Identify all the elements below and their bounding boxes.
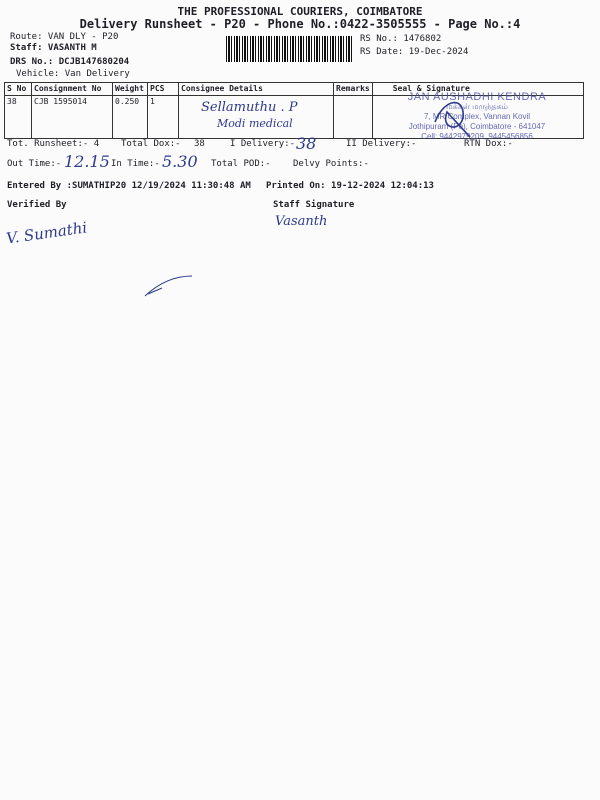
vehicle-label: Vehicle: Van Delivery	[16, 69, 130, 79]
staff-label: Staff: VASANTH M	[10, 43, 97, 53]
header-consignee: Consignee Details	[179, 83, 334, 96]
cell-weight: 0.250	[113, 96, 148, 139]
tot-runsheet: Tot. Runsheet:- 4	[7, 139, 100, 149]
total-dox-value: 38	[194, 139, 205, 149]
in-time-label: In Time:-	[111, 159, 160, 169]
stamp-tamil: மக்கள் மருந்தகம்	[446, 102, 508, 111]
header-consignment: Consignment No	[32, 83, 113, 96]
staff-signature-label: Staff Signature	[273, 200, 355, 210]
cell-pcs: 1	[148, 96, 179, 139]
pen-mark	[140, 270, 200, 300]
stamp-name: JAN AUSHADHI KENDRA	[407, 91, 547, 103]
seal-signature-scribble	[425, 92, 485, 142]
cell-remarks	[334, 96, 373, 139]
header-seal: Seal & Signature	[372, 83, 583, 96]
printed-on: Printed On: 19-12-2024 12:04:13	[266, 181, 434, 191]
cell-consignment: CJB 1595014	[32, 96, 113, 139]
header-sno: S No	[5, 83, 32, 96]
stamp-address-2: Jothipuram (Po), Coimbatore - 641047	[408, 122, 546, 131]
i-delivery-label: I Delivery:-	[230, 139, 296, 149]
entered-by: Entered By :SUMATHIP20 12/19/2024 11:30:48 AM	[7, 181, 251, 191]
i-delivery-value: 38	[296, 134, 317, 153]
rs-date: RS Date: 19-Dec-2024	[360, 47, 469, 57]
header-weight: Weight	[113, 83, 148, 96]
stamp-address-1: 7, MR Complex, Vannan Kovil	[423, 112, 531, 121]
header-pcs: PCS	[148, 83, 179, 96]
stamp-cell: Cell: 9442979209, 9445456856	[421, 132, 533, 141]
company-title: THE PROFESSIONAL COURIERS, COIMBATORE	[177, 5, 423, 18]
barcode-image	[226, 36, 354, 62]
verified-by-label: Verified By	[7, 200, 67, 210]
staff-signature: Vasanth	[275, 214, 328, 229]
rtn-dox-label: RTN Dox:-	[464, 139, 513, 149]
delvy-points-label: Delvy Points:-	[293, 159, 369, 169]
ii-delivery-label: II Delivery:-	[346, 139, 417, 149]
cell-sno: 38	[5, 96, 32, 139]
rs-number: RS No.: 1476802	[360, 34, 442, 44]
total-pod-label: Total POD:-	[211, 159, 271, 169]
consignee-shop: Modi medical	[217, 117, 293, 130]
out-time-label: Out Time:-	[7, 159, 62, 169]
total-dox-label: Total Dox:-	[121, 139, 181, 149]
out-time-value: 12.15	[64, 152, 110, 171]
cell-consignee	[179, 96, 334, 139]
route-label: Route: VAN DLY - P20	[10, 32, 119, 42]
consignee-name: Sellamuthu . P	[201, 100, 298, 115]
verified-signature: V. Sumathi	[5, 218, 89, 248]
drs-number: DRS No.: DCJB147680204	[10, 57, 130, 67]
in-time-value: 5.30	[162, 152, 198, 171]
runsheet-title: Delivery Runsheet - P20 - Phone No.:0422-3505555 - Page No.:4	[79, 17, 521, 31]
header-remarks: Remarks	[334, 83, 373, 96]
